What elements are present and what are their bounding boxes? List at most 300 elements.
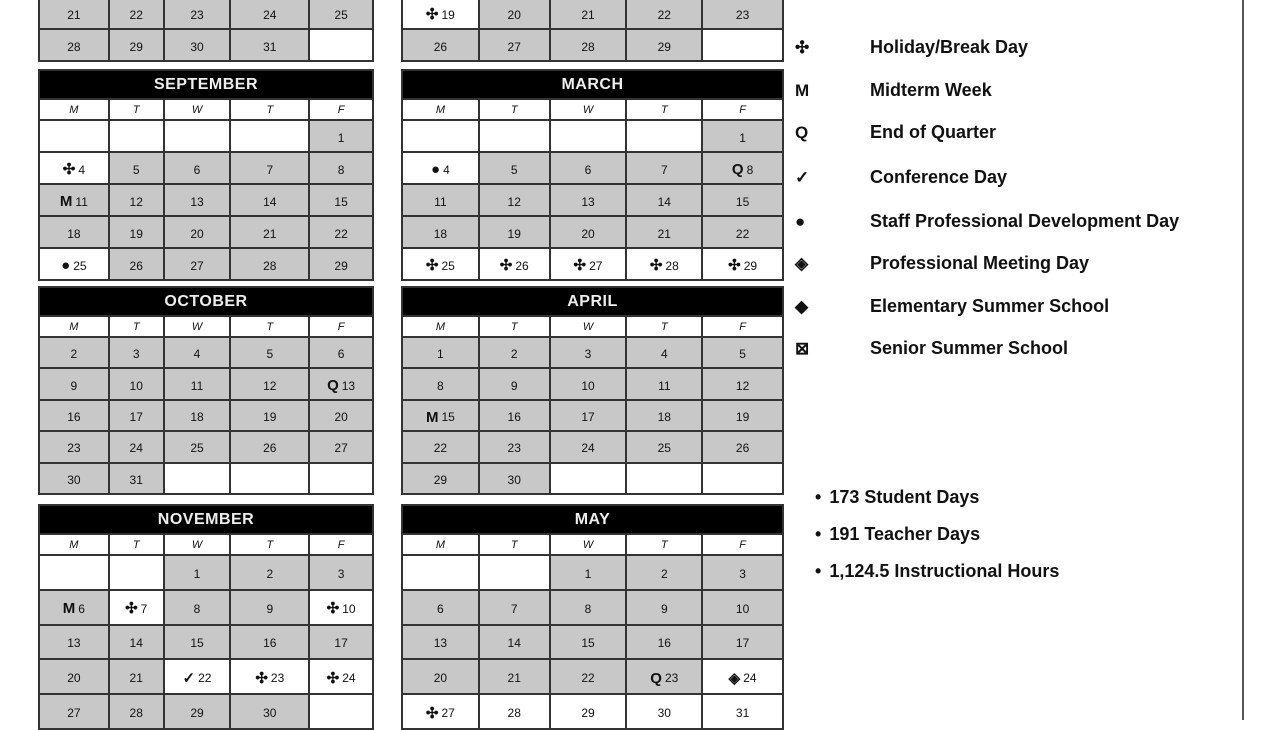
day-cell <box>551 660 626 693</box>
day-marker-icon: Q <box>327 377 339 395</box>
day-cell <box>310 217 372 247</box>
day-number: 18 <box>657 410 671 425</box>
day-cell <box>165 369 230 398</box>
day-number: 26 <box>735 441 750 456</box>
legend-item-conference <box>795 167 1007 188</box>
weekday-label: T <box>627 100 701 119</box>
prof-meeting-icon: ◈ <box>795 253 809 273</box>
day-marker-icon: ✣ <box>499 257 513 274</box>
weekday-label: M <box>403 317 478 336</box>
day-number: 2 <box>70 347 78 362</box>
day-cell <box>231 556 308 589</box>
day-cell <box>310 626 372 659</box>
day-cell <box>703 695 782 728</box>
day-marker-icon: ✣ <box>425 6 439 23</box>
holiday-icon: ✣ <box>795 37 810 57</box>
month-may <box>401 504 784 730</box>
day-number: 25 <box>73 258 87 273</box>
day-cell <box>403 660 478 693</box>
week-row <box>40 153 372 183</box>
week-row <box>403 338 782 367</box>
stat-item: • 191 Teacher Days <box>815 524 980 545</box>
day-cell <box>40 401 108 430</box>
day-cell <box>703 432 782 461</box>
day-number: 17 <box>129 410 143 425</box>
day-number: 28 <box>67 39 81 54</box>
day-cell <box>403 338 478 367</box>
day-number: 20 <box>507 7 521 22</box>
day-cell <box>627 369 701 398</box>
day-number: 15 <box>735 194 750 209</box>
day-number: 15 <box>334 194 348 209</box>
legend-label: Staff Professional Development Day <box>870 211 1180 231</box>
empty-cell <box>627 464 701 493</box>
week-row <box>403 695 782 728</box>
weekday-label: W <box>165 535 230 554</box>
day-number: 27 <box>334 441 348 456</box>
empty-cell <box>403 556 478 589</box>
day-cell <box>231 401 308 430</box>
day-number: 2 <box>660 566 668 581</box>
day-cell <box>551 0 626 28</box>
day-cell <box>403 626 478 659</box>
day-number: 14 <box>657 194 671 209</box>
month-title: NOVEMBER <box>40 506 372 533</box>
day-number: 10 <box>581 378 595 393</box>
day-cell <box>110 153 163 183</box>
legend-item-quarter <box>795 122 996 143</box>
day-number: 28 <box>581 39 595 54</box>
weekday-label: F <box>703 100 782 119</box>
day-cell <box>480 591 549 624</box>
day-cell <box>165 217 230 247</box>
day-number: 11 <box>190 378 204 393</box>
day-number: 7 <box>140 601 148 616</box>
weekday-row <box>40 100 372 119</box>
day-number: 11 <box>75 194 88 209</box>
weekday-row <box>403 317 782 336</box>
day-cell <box>310 338 372 367</box>
week-row <box>40 432 372 461</box>
stat-item: • 173 Student Days <box>815 487 979 508</box>
day-number: 29 <box>190 706 204 721</box>
day-cell <box>480 369 549 398</box>
day-marker-icon: ✓ <box>182 669 196 687</box>
day-cell <box>40 591 108 624</box>
quarter-icon: Q <box>795 122 809 142</box>
day-number: 8 <box>746 162 754 177</box>
weekday-label: F <box>310 535 372 554</box>
day-cell <box>703 0 782 28</box>
day-number: 22 <box>581 671 595 686</box>
day-number: 22 <box>129 7 143 22</box>
day-number: 18 <box>67 226 81 241</box>
day-cell <box>110 464 163 493</box>
day-number: 8 <box>437 378 444 393</box>
day-cell <box>110 249 163 279</box>
day-marker-icon: ✣ <box>573 257 587 274</box>
week-row <box>40 369 372 398</box>
month-march <box>401 69 784 281</box>
day-number: 17 <box>334 636 348 651</box>
day-cell <box>403 369 478 398</box>
weekday-label: W <box>165 317 230 336</box>
midterm-icon: M <box>795 80 810 100</box>
weekday-label: T <box>627 317 701 336</box>
day-number: 26 <box>515 258 529 273</box>
day-cell <box>110 30 163 60</box>
day-cell <box>310 401 372 430</box>
day-marker-icon: ◈ <box>728 669 741 687</box>
month-partial <box>38 0 374 62</box>
day-number: 20 <box>581 226 595 241</box>
day-number: 3 <box>584 347 592 362</box>
day-cell <box>231 369 308 398</box>
day-cell <box>231 338 308 367</box>
day-cell <box>627 695 701 728</box>
day-cell <box>310 660 372 693</box>
day-number: 27 <box>190 258 204 273</box>
legend-label: End of Quarter <box>870 122 997 142</box>
week-row <box>40 249 372 279</box>
weekday-label: F <box>703 535 782 554</box>
weekday-label: T <box>231 317 308 336</box>
day-cell <box>231 153 308 183</box>
empty-cell <box>703 464 782 493</box>
empty-cell <box>551 464 626 493</box>
day-cell <box>551 249 626 279</box>
weekday-row <box>40 317 372 336</box>
day-cell <box>551 432 626 461</box>
day-number: 5 <box>132 162 140 177</box>
day-number: 27 <box>67 706 81 721</box>
day-number: 6 <box>584 162 592 177</box>
day-cell <box>403 217 478 247</box>
day-cell <box>310 556 372 589</box>
legend-item-holiday <box>795 37 1028 58</box>
empty-cell <box>551 121 626 151</box>
day-cell <box>40 153 108 183</box>
day-number: 29 <box>433 472 448 487</box>
week-row <box>40 660 372 693</box>
day-marker-icon: ✣ <box>326 669 340 687</box>
day-number: 24 <box>342 671 356 686</box>
empty-cell <box>165 121 230 151</box>
day-cell <box>165 249 230 279</box>
weekday-label: T <box>110 535 163 554</box>
day-number: 13 <box>341 378 356 393</box>
day-cell <box>231 695 308 728</box>
empty-cell <box>110 556 163 589</box>
day-cell <box>310 432 372 461</box>
weekday-label: F <box>310 317 372 336</box>
week-row <box>40 401 372 430</box>
day-number: 1 <box>193 566 201 581</box>
day-cell <box>40 464 108 493</box>
empty-cell <box>403 121 478 151</box>
day-number: 21 <box>263 226 277 241</box>
day-number: 24 <box>263 7 277 22</box>
day-cell <box>165 401 230 430</box>
day-number: 20 <box>190 226 204 241</box>
legend-item-midterm <box>795 80 992 101</box>
week-row <box>403 249 782 279</box>
day-cell <box>627 660 701 693</box>
day-cell <box>551 591 626 624</box>
day-number: 30 <box>507 472 521 487</box>
day-cell <box>110 0 163 28</box>
day-cell <box>480 249 549 279</box>
week-row <box>403 660 782 693</box>
week-row <box>403 401 782 430</box>
day-number: 19 <box>441 7 455 22</box>
day-cell <box>165 626 230 659</box>
day-cell <box>165 660 230 693</box>
elem-summer-icon: ◆ <box>795 296 809 316</box>
day-cell <box>110 626 163 659</box>
day-number: 29 <box>581 706 595 721</box>
weekday-label: F <box>310 100 372 119</box>
day-cell <box>703 556 782 589</box>
weekday-label: T <box>231 535 308 554</box>
day-cell <box>310 153 372 183</box>
day-cell <box>231 30 308 60</box>
week-row <box>403 464 782 493</box>
day-cell <box>110 695 163 728</box>
day-number: 14 <box>263 194 277 209</box>
day-number: 4 <box>660 347 668 362</box>
day-number: 8 <box>584 601 592 616</box>
day-number: 6 <box>337 347 345 362</box>
empty-cell <box>310 695 372 728</box>
day-cell <box>551 30 626 60</box>
day-marker-icon: Q <box>731 161 744 178</box>
day-number: 5 <box>510 162 518 177</box>
day-cell <box>403 185 478 215</box>
legend-label: Conference Day <box>870 167 1008 187</box>
day-cell <box>403 432 478 461</box>
day-cell <box>403 591 478 624</box>
day-number: 26 <box>433 39 448 54</box>
day-cell <box>627 556 701 589</box>
day-number: 29 <box>334 258 348 273</box>
day-number: 19 <box>507 226 521 241</box>
day-cell <box>703 626 782 659</box>
weekday-label: M <box>40 535 108 554</box>
day-cell <box>310 185 372 215</box>
day-number: 6 <box>193 162 201 177</box>
day-cell <box>703 185 782 215</box>
day-number: 9 <box>70 378 78 393</box>
month-partial <box>401 0 784 62</box>
day-cell <box>480 695 549 728</box>
day-marker-icon: M <box>62 600 76 618</box>
day-number: 29 <box>129 39 143 54</box>
day-number: 16 <box>263 636 277 651</box>
day-number: 16 <box>67 410 81 425</box>
day-number: 22 <box>334 226 348 241</box>
week-row <box>40 185 372 215</box>
day-number: 16 <box>657 636 671 651</box>
day-cell <box>110 401 163 430</box>
day-cell <box>231 185 308 215</box>
week-row <box>403 432 782 461</box>
day-cell <box>403 464 478 493</box>
day-number: 23 <box>735 7 750 22</box>
day-cell <box>551 556 626 589</box>
day-number: 13 <box>433 636 448 651</box>
empty-cell <box>40 556 108 589</box>
day-number: 15 <box>190 636 204 651</box>
day-cell <box>627 401 701 430</box>
day-cell <box>480 432 549 461</box>
day-marker-icon: ✣ <box>425 704 439 722</box>
legend-label: Elementary Summer School <box>870 296 1110 316</box>
day-number: 7 <box>660 162 668 177</box>
day-cell <box>310 0 372 28</box>
day-number: 11 <box>658 378 671 393</box>
month-april <box>401 286 784 495</box>
day-number: 5 <box>739 347 746 362</box>
day-cell <box>165 556 230 589</box>
day-number: 10 <box>129 378 143 393</box>
day-number: 27 <box>441 706 455 721</box>
day-number: 3 <box>337 566 345 581</box>
day-number: 19 <box>735 410 750 425</box>
day-number: 22 <box>735 226 750 241</box>
day-number: 23 <box>507 441 521 456</box>
weekday-label: W <box>551 317 626 336</box>
day-cell <box>165 0 230 28</box>
month-title: APRIL <box>403 288 782 315</box>
day-cell <box>110 338 163 367</box>
day-cell <box>110 369 163 398</box>
day-marker-icon: ✣ <box>125 600 138 618</box>
day-number: 21 <box>657 226 671 241</box>
day-cell <box>703 153 782 183</box>
month-title: OCTOBER <box>40 288 372 315</box>
day-cell <box>165 153 230 183</box>
day-cell <box>40 217 108 247</box>
day-marker-icon: M <box>59 193 73 210</box>
day-cell <box>231 0 308 28</box>
day-cell <box>480 217 549 247</box>
senior-summer-icon: ⊠ <box>795 338 810 358</box>
day-number: 25 <box>657 441 671 456</box>
legend-item-staff-pd <box>795 211 1179 232</box>
day-cell <box>40 660 108 693</box>
day-cell <box>480 464 549 493</box>
legend-label: Holiday/Break Day <box>870 37 1029 57</box>
day-number: 13 <box>67 636 81 651</box>
day-number: 6 <box>437 601 444 616</box>
day-number: 13 <box>581 194 595 209</box>
day-cell <box>310 369 372 398</box>
legend-label: Senior Summer School <box>870 338 1069 358</box>
empty-cell <box>703 30 782 60</box>
week-row <box>403 591 782 624</box>
empty-cell <box>110 121 163 151</box>
day-number: 11 <box>434 194 447 209</box>
day-cell <box>627 249 701 279</box>
day-number: 16 <box>507 410 521 425</box>
day-number: 7 <box>266 162 274 177</box>
day-number: 12 <box>129 194 143 209</box>
day-cell <box>551 695 626 728</box>
day-number: 15 <box>441 410 455 425</box>
legend-label: Professional Meeting Day <box>870 253 1090 273</box>
day-marker-icon: ✣ <box>255 669 268 687</box>
day-marker-icon: ✣ <box>425 257 439 274</box>
day-marker-icon: ✣ <box>649 257 663 274</box>
weekday-label: T <box>110 317 163 336</box>
day-cell <box>627 626 701 659</box>
day-number: 23 <box>190 7 204 22</box>
day-number: 25 <box>190 441 204 456</box>
weekday-label: W <box>165 100 230 119</box>
day-number: 12 <box>735 378 750 393</box>
day-number: 12 <box>263 378 277 393</box>
day-marker-icon: ● <box>61 257 71 274</box>
day-number: 28 <box>129 706 143 721</box>
day-number: 28 <box>263 258 277 273</box>
day-cell <box>403 0 478 28</box>
empty-cell <box>231 121 308 151</box>
day-number: 9 <box>266 601 274 616</box>
weekday-label: T <box>231 100 308 119</box>
day-number: 26 <box>263 441 277 456</box>
day-cell <box>627 432 701 461</box>
day-number: 17 <box>581 410 595 425</box>
month-title: SEPTEMBER <box>40 71 372 98</box>
day-number: 26 <box>129 258 143 273</box>
day-cell <box>703 249 782 279</box>
day-number: 18 <box>433 226 448 241</box>
day-cell <box>231 217 308 247</box>
day-cell <box>403 695 478 728</box>
day-number: 10 <box>342 601 356 616</box>
weekday-label: M <box>403 100 478 119</box>
empty-cell <box>231 464 308 493</box>
day-cell <box>165 695 230 728</box>
month-title: MAY <box>403 506 782 533</box>
day-cell <box>310 121 372 151</box>
day-cell <box>480 338 549 367</box>
day-cell <box>310 249 372 279</box>
day-number: 1 <box>337 130 345 145</box>
day-marker-icon: M <box>425 408 439 426</box>
day-number: 3 <box>739 566 746 581</box>
conference-icon: ✓ <box>795 167 810 187</box>
day-cell <box>703 121 782 151</box>
day-cell <box>480 0 549 28</box>
weekday-label: M <box>40 100 108 119</box>
day-cell <box>480 153 549 183</box>
week-row <box>403 0 782 28</box>
legend-item-elem-summer <box>795 296 1109 317</box>
day-number: 28 <box>665 258 679 273</box>
day-number: 30 <box>657 706 671 721</box>
day-number: 24 <box>129 441 143 456</box>
day-cell <box>480 626 549 659</box>
day-marker-icon: ✣ <box>728 257 741 274</box>
day-number: 31 <box>129 472 143 487</box>
week-row <box>40 626 372 659</box>
day-cell <box>627 0 701 28</box>
weekday-label: T <box>110 100 163 119</box>
day-number: 4 <box>443 162 450 177</box>
day-cell <box>703 591 782 624</box>
